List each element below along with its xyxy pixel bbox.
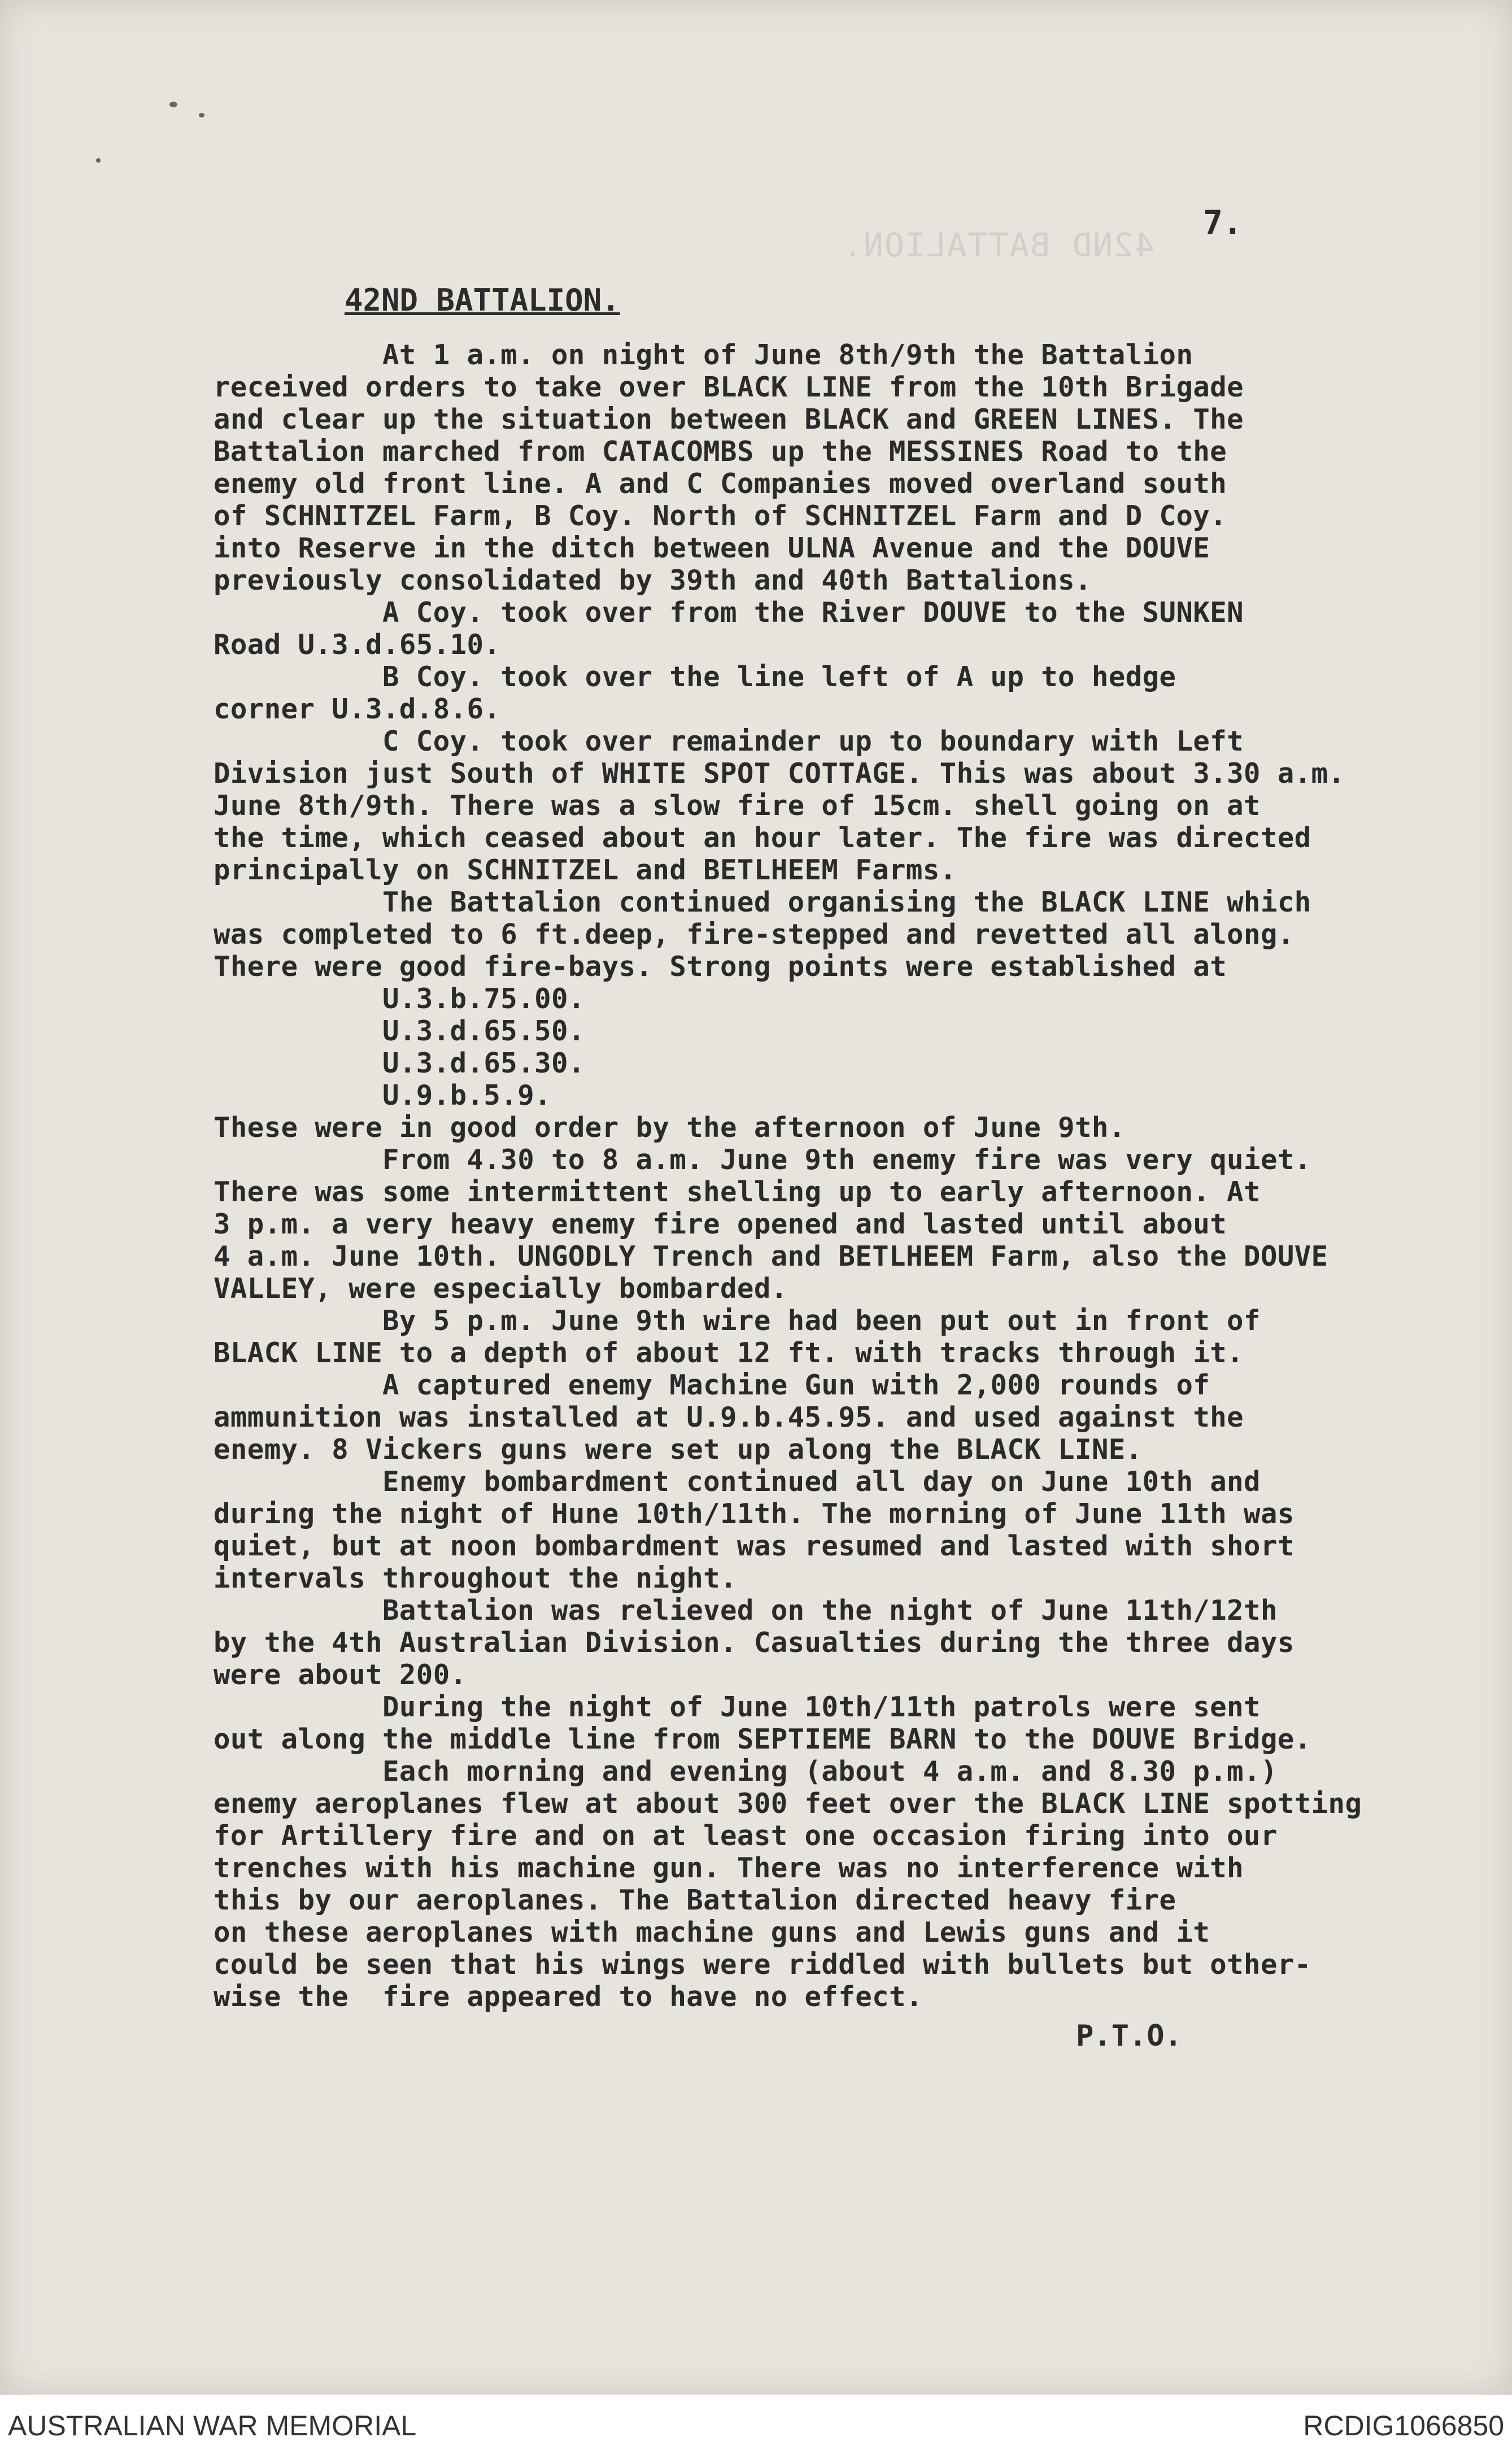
- ink-speck: [169, 102, 177, 107]
- body-line: Each morning and evening (about 4 a.m. and 8.30 p.m.): [213, 1755, 1278, 1788]
- footer-institution: AUSTRALIAN WAR MEMORIAL: [8, 2410, 417, 2442]
- body-line: quiet, but at noon bombardment was resumed and lasted with short: [213, 1530, 1295, 1562]
- footer-record-id: RCDIG1066850: [1303, 2410, 1504, 2442]
- body-line: were about 200.: [213, 1659, 467, 1691]
- body-line: enemy aeroplanes flew at about 300 feet over the BLACK LINE spotting: [213, 1788, 1362, 1820]
- body-line: intervals throughout the night.: [213, 1562, 737, 1594]
- body-line: enemy. 8 Vickers guns were set up along the BLACK LINE.: [213, 1433, 1143, 1466]
- body-line: U.9.b.5.9.: [213, 1079, 552, 1111]
- body-line: B Coy. took over the line left of A up to hedge: [213, 661, 1177, 693]
- body-line: These were in good order by the afternoon of June 9th.: [213, 1111, 1126, 1144]
- body-line: 4 a.m. June 10th. UNGODLY Trench and BETLHEEM Farm, also the DOUVE: [213, 1240, 1328, 1272]
- document-heading: 42ND BATTALION.: [345, 282, 620, 318]
- please-turn-over: P.T.O.: [1076, 2019, 1182, 2053]
- body-line: VALLEY, were especially bombarded.: [213, 1272, 788, 1305]
- body-line: U.3.b.75.00.: [213, 983, 585, 1015]
- body-line: was completed to 6 ft.deep, fire-stepped and revetted all along.: [213, 918, 1295, 951]
- body-line: Enemy bombardment continued all day on June 10th and: [213, 1466, 1261, 1498]
- body-line: Battalion was relieved on the night of June 11th/12th: [213, 1594, 1278, 1627]
- body-line: Battalion marched from CATACOMBS up the MESSINES Road to the: [213, 435, 1227, 468]
- body-line: for Artillery fire and on at least one occasion firing into our: [213, 1820, 1278, 1852]
- body-line: could be seen that his wings were riddled with bullets but other-: [213, 1948, 1311, 1981]
- body-line: June 8th/9th. There was a slow fire of 15cm. shell going on at: [213, 790, 1261, 822]
- body-line: During the night of June 10th/11th patrols were sent: [213, 1691, 1261, 1723]
- body-line: and clear up the situation between BLACK and GREEN LINES. The: [213, 403, 1244, 435]
- body-line: The Battalion continued organising the BLACK LINE which: [213, 886, 1311, 918]
- body-line: A Coy. took over from the River DOUVE to the SUNKEN: [213, 596, 1244, 629]
- body-line: Road U.3.d.65.10.: [213, 629, 501, 661]
- bleed-through-text: 42ND BATTALION.: [842, 226, 1154, 264]
- body-line: U.3.d.65.30.: [213, 1047, 585, 1079]
- body-line: received orders to take over BLACK LINE from the 10th Brigade: [213, 371, 1244, 403]
- body-line: By 5 p.m. June 9th wire had been put out in front of: [213, 1305, 1261, 1337]
- body-line: ammunition was installed at U.9.b.45.95. and used against the: [213, 1401, 1244, 1433]
- body-line: of SCHNITZEL Farm, B Coy. North of SCHNITZEL Farm and D Coy.: [213, 500, 1227, 532]
- body-line: C Coy. took over remainder up to boundary with Left: [213, 725, 1244, 757]
- body-line: out along the middle line from SEPTIEME BARN to the DOUVE Bridge.: [213, 1723, 1311, 1755]
- body-line: corner U.3.d.8.6.: [213, 693, 501, 725]
- ink-speck: [96, 158, 101, 163]
- body-line: U.3.d.65.50.: [213, 1015, 585, 1047]
- body-line: There were good fire-bays. Strong points were established at: [213, 951, 1227, 983]
- body-line: At 1 a.m. on night of June 8th/9th the Battalion: [213, 339, 1193, 371]
- body-line: this by our aeroplanes. The Battalion directed heavy fire: [213, 1884, 1177, 1916]
- body-line: previously consolidated by 39th and 40th Battalions.: [213, 564, 1092, 596]
- body-line: on these aeroplanes with machine guns and Lewis guns and it: [213, 1916, 1210, 1948]
- body-line: From 4.30 to 8 a.m. June 9th enemy fire was very quiet.: [213, 1144, 1311, 1176]
- footer-bar: [0, 2395, 1512, 2450]
- body-line: the time, which ceased about an hour later. The fire was directed: [213, 822, 1311, 854]
- body-line: 3 p.m. a very heavy enemy fire opened and lasted until about: [213, 1208, 1227, 1240]
- ink-speck: [199, 113, 204, 117]
- body-line: enemy old front line. A and C Companies moved overland south: [213, 468, 1227, 500]
- body-line: during the night of Hune 10th/11th. The morning of June 11th was: [213, 1498, 1295, 1530]
- body-line: There was some intermittent shelling up to early afternoon. At: [213, 1176, 1261, 1208]
- body-line: wise the fire appeared to have no effect.: [213, 1981, 923, 2013]
- body-line: Division just South of WHITE SPOT COTTAGE. This was about 3.30 a.m.: [213, 757, 1345, 790]
- body-line: by the 4th Australian Division. Casualties during the three days: [213, 1627, 1295, 1659]
- body-line: BLACK LINE to a depth of about 12 ft. with tracks through it.: [213, 1337, 1244, 1369]
- page-number: 7.: [1203, 203, 1243, 242]
- body-line: A captured enemy Machine Gun with 2,000 rounds of: [213, 1369, 1210, 1401]
- body-line: trenches with his machine gun. There was no interference with: [213, 1852, 1244, 1884]
- body-line: principally on SCHNITZEL and BETLHEEM Farms.: [213, 854, 957, 886]
- document-body: [213, 339, 1473, 2013]
- body-line: into Reserve in the ditch between ULNA Avenue and the DOUVE: [213, 532, 1210, 564]
